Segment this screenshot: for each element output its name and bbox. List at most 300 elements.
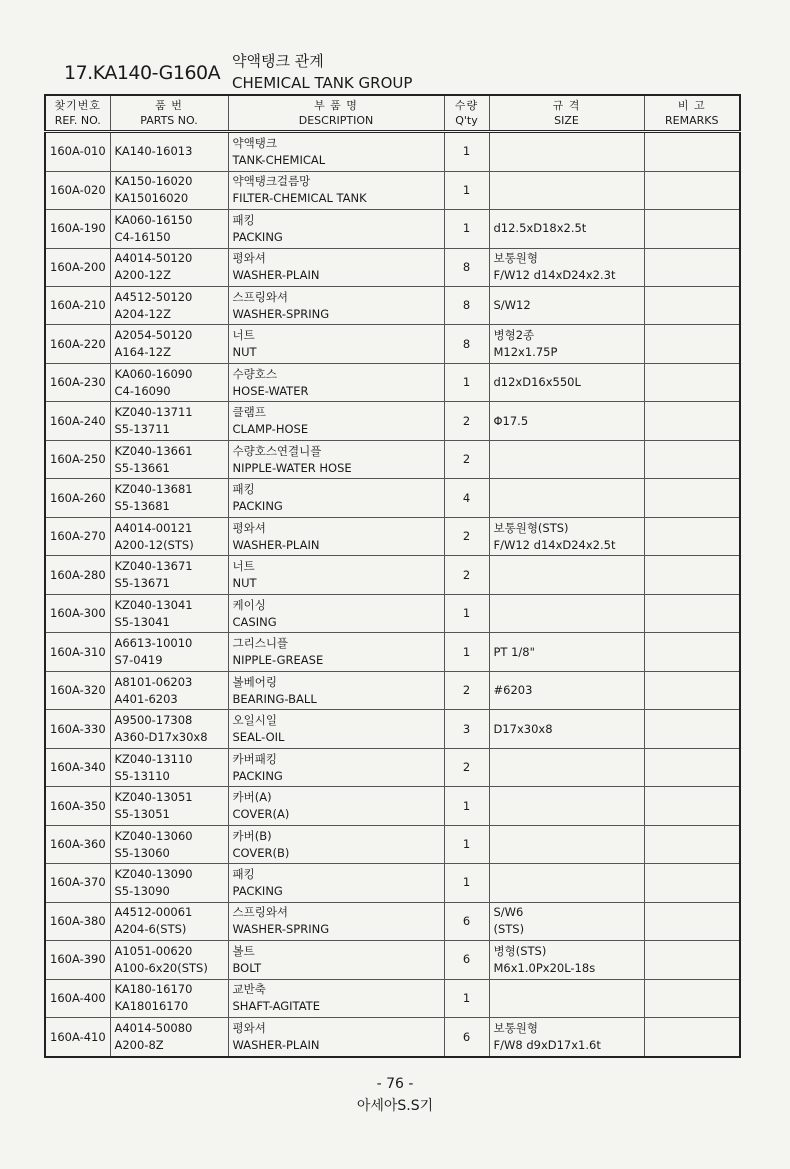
parts-no-line: KZ040-13110 xyxy=(114,751,193,766)
description-ko: 스프링와셔 xyxy=(232,905,289,920)
size-cell xyxy=(489,171,644,209)
column-header-en: DESCRIPTION xyxy=(298,114,374,127)
description-cell xyxy=(228,132,444,172)
table-row xyxy=(45,440,740,478)
table-row xyxy=(45,671,740,709)
qty-cell: 2 xyxy=(444,556,489,594)
description-en: PACKING xyxy=(232,883,283,898)
parts-no-line: KA150-16020 xyxy=(114,174,193,189)
page-number: - 76 - xyxy=(376,1076,414,1092)
table-row xyxy=(45,902,740,940)
column-header xyxy=(45,95,110,132)
parts-no-line: A4014-00121 xyxy=(114,520,193,535)
column-header-ko: 품 번 xyxy=(155,99,183,112)
ref-no-cell: 160A-220 xyxy=(45,325,110,363)
parts-no-line: A204-12Z xyxy=(114,306,171,321)
parts-no-line: S5-13671 xyxy=(114,576,170,591)
remarks-cell xyxy=(644,1018,740,1057)
description-en: WASHER-PLAIN xyxy=(232,1038,320,1053)
parts-no-cell xyxy=(110,517,228,555)
ref-no-cell: 160A-300 xyxy=(45,594,110,632)
size-cell xyxy=(489,248,644,286)
description-cell xyxy=(228,248,444,286)
parts-no-cell xyxy=(110,787,228,825)
size-line: PT 1/8" xyxy=(493,644,535,659)
remarks-cell xyxy=(644,325,740,363)
column-header-en: REF. NO. xyxy=(54,114,101,127)
description-cell xyxy=(228,825,444,863)
qty-cell: 8 xyxy=(444,248,489,286)
ref-no-cell: 160A-390 xyxy=(45,941,110,979)
parts-no-line: S5-13041 xyxy=(114,614,170,629)
description-ko: 평와셔 xyxy=(232,251,266,266)
size-cell xyxy=(489,633,644,671)
description-en: CASING xyxy=(232,614,277,629)
description-en: WASHER-SPRING xyxy=(232,306,330,321)
table-row xyxy=(45,941,740,979)
remarks-cell xyxy=(644,132,740,172)
parts-no-cell xyxy=(110,171,228,209)
remarks-cell xyxy=(644,594,740,632)
parts-no-cell xyxy=(110,941,228,979)
size-cell xyxy=(489,710,644,748)
remarks-cell xyxy=(644,710,740,748)
description-cell xyxy=(228,902,444,940)
description-en: NIPPLE-GREASE xyxy=(232,653,324,668)
ref-no-cell: 160A-260 xyxy=(45,479,110,517)
size-line: S/W6 xyxy=(493,905,524,920)
size-cell xyxy=(489,864,644,902)
description-en: FILTER-CHEMICAL TANK xyxy=(232,191,367,206)
parts-no-cell xyxy=(110,979,228,1017)
description-ko: 스프링와셔 xyxy=(232,289,289,304)
section-number: 17.KA140-G160A xyxy=(64,62,221,84)
column-header-en: Q'ty xyxy=(455,114,478,127)
parts-no-line: C4-16090 xyxy=(114,383,171,398)
size-cell xyxy=(489,825,644,863)
size-cell xyxy=(489,941,644,979)
description-cell xyxy=(228,633,444,671)
ref-no-cell: 160A-230 xyxy=(45,363,110,401)
table-row xyxy=(45,864,740,902)
parts-no-line: S5-13681 xyxy=(114,499,170,514)
remarks-cell xyxy=(644,671,740,709)
parts-no-line: S7-0419 xyxy=(114,653,163,668)
parts-no-line: A9500-17308 xyxy=(114,713,193,728)
size-cell xyxy=(489,594,644,632)
parts-no-line: S5-13051 xyxy=(114,807,170,822)
qty-cell: 2 xyxy=(444,748,489,786)
qty-cell: 1 xyxy=(444,979,489,1017)
parts-no-line: S5-13711 xyxy=(114,422,170,437)
qty-cell: 1 xyxy=(444,864,489,902)
parts-no-cell xyxy=(110,902,228,940)
parts-no-line: KA15016020 xyxy=(114,191,189,206)
size-cell xyxy=(489,210,644,248)
description-cell xyxy=(228,171,444,209)
description-ko: 오일시일 xyxy=(232,713,277,728)
qty-cell: 8 xyxy=(444,286,489,324)
size-line: (STS) xyxy=(493,922,525,937)
ref-no-cell: 160A-310 xyxy=(45,633,110,671)
parts-no-line: A2054-50120 xyxy=(114,328,193,343)
table-row xyxy=(45,325,740,363)
column-header xyxy=(228,95,444,132)
company-name: 아세아S.S기 xyxy=(356,1098,434,1114)
parts-no-cell xyxy=(110,286,228,324)
title-english: CHEMICAL TANK GROUP xyxy=(232,74,413,92)
size-cell xyxy=(489,440,644,478)
parts-no-line: A401-6203 xyxy=(114,691,178,706)
qty-cell: 3 xyxy=(444,710,489,748)
table-header xyxy=(45,95,740,132)
table-body xyxy=(45,132,740,1058)
table-row xyxy=(45,1018,740,1057)
qty-cell: 2 xyxy=(444,402,489,440)
description-ko: 약액탱크걸름망 xyxy=(232,174,311,189)
size-line: D17x30x8 xyxy=(493,721,553,736)
table-row xyxy=(45,210,740,248)
description-ko: 수량호스연결니플 xyxy=(232,443,322,458)
remarks-cell xyxy=(644,248,740,286)
parts-no-line: KZ040-13671 xyxy=(114,559,193,574)
description-cell xyxy=(228,210,444,248)
column-header xyxy=(444,95,489,132)
parts-no-cell xyxy=(110,1018,228,1057)
parts-no-line: A200-12Z xyxy=(114,268,171,283)
remarks-cell xyxy=(644,363,740,401)
ref-no-cell: 160A-340 xyxy=(45,748,110,786)
size-cell xyxy=(489,556,644,594)
description-en: SHAFT-AGITATE xyxy=(232,999,320,1014)
table-row xyxy=(45,633,740,671)
size-line: d12xD16x550L xyxy=(493,375,581,390)
column-header-ko: 규 격 xyxy=(552,99,581,112)
parts-no-line: A1051-00620 xyxy=(114,943,193,958)
parts-no-cell xyxy=(110,210,228,248)
qty-cell: 6 xyxy=(444,902,489,940)
size-cell xyxy=(489,1018,644,1057)
ref-no-cell: 160A-320 xyxy=(45,671,110,709)
remarks-cell xyxy=(644,825,740,863)
description-cell xyxy=(228,710,444,748)
qty-cell: 1 xyxy=(444,363,489,401)
parts-no-line: A4512-00061 xyxy=(114,905,193,920)
parts-no-line: KA060-16150 xyxy=(114,212,193,227)
parts-no-cell xyxy=(110,556,228,594)
size-cell xyxy=(489,787,644,825)
qty-cell: 6 xyxy=(444,1018,489,1057)
parts-no-line: A360-D17x30x8 xyxy=(114,730,208,745)
column-header xyxy=(644,95,740,132)
description-ko: 패킹 xyxy=(232,866,255,881)
remarks-cell xyxy=(644,402,740,440)
qty-cell: 2 xyxy=(444,440,489,478)
size-line: M6x1.0Px20L-18s xyxy=(493,960,596,975)
ref-no-cell: 160A-190 xyxy=(45,210,110,248)
description-ko: 약액탱크 xyxy=(232,135,277,150)
parts-no-line: KZ040-13681 xyxy=(114,482,193,497)
column-header-ko: 부 품 명 xyxy=(314,99,358,112)
parts-no-line: S5-13060 xyxy=(114,845,170,860)
description-ko: 볼트 xyxy=(232,943,255,958)
parts-no-line: A6613-10010 xyxy=(114,636,193,651)
size-line: 병형2종 xyxy=(493,328,535,343)
column-header-en: PARTS NO. xyxy=(140,114,198,127)
parts-no-line: A8101-06203 xyxy=(114,674,193,689)
qty-cell: 1 xyxy=(444,594,489,632)
parts-no-line: A4512-50120 xyxy=(114,289,193,304)
page-header xyxy=(60,50,760,94)
header-row xyxy=(45,95,740,132)
size-line: 병형(STS) xyxy=(493,943,547,958)
description-cell xyxy=(228,1018,444,1057)
parts-no-line: A4014-50120 xyxy=(114,251,193,266)
parts-no-line: KZ040-13041 xyxy=(114,597,193,612)
parts-no-line: KZ040-13711 xyxy=(114,405,193,420)
size-cell xyxy=(489,748,644,786)
size-cell xyxy=(489,402,644,440)
parts-no-line: KA140-16013 xyxy=(114,144,193,159)
parts-no-cell xyxy=(110,825,228,863)
qty-cell: 1 xyxy=(444,825,489,863)
remarks-cell xyxy=(644,440,740,478)
description-cell xyxy=(228,787,444,825)
remarks-cell xyxy=(644,479,740,517)
ref-no-cell: 160A-380 xyxy=(45,902,110,940)
parts-no-cell xyxy=(110,325,228,363)
size-line: M12x1.75P xyxy=(493,345,558,360)
description-ko: 카버(A) xyxy=(232,790,272,805)
remarks-cell xyxy=(644,210,740,248)
description-cell xyxy=(228,363,444,401)
description-cell xyxy=(228,440,444,478)
table-row xyxy=(45,787,740,825)
column-header-ko: 비 고 xyxy=(677,99,706,112)
parts-no-line: A100-6x20(STS) xyxy=(114,960,208,975)
ref-no-cell: 160A-330 xyxy=(45,710,110,748)
description-cell xyxy=(228,286,444,324)
ref-no-cell: 160A-270 xyxy=(45,517,110,555)
description-en: NUT xyxy=(232,345,257,360)
size-cell xyxy=(489,517,644,555)
table-row xyxy=(45,979,740,1017)
size-cell xyxy=(489,902,644,940)
table-row xyxy=(45,248,740,286)
description-ko: 너트 xyxy=(232,328,255,343)
description-cell xyxy=(228,479,444,517)
description-ko: 패킹 xyxy=(232,212,255,227)
ref-no-cell: 160A-350 xyxy=(45,787,110,825)
parts-no-line: KZ040-13661 xyxy=(114,443,193,458)
ref-no-cell: 160A-400 xyxy=(45,979,110,1017)
description-cell xyxy=(228,517,444,555)
description-ko: 평와셔 xyxy=(232,520,266,535)
description-ko: 그리스니플 xyxy=(232,636,289,651)
parts-no-cell xyxy=(110,479,228,517)
parts-no-line: S5-13110 xyxy=(114,768,170,783)
ref-no-cell: 160A-200 xyxy=(45,248,110,286)
size-cell xyxy=(489,479,644,517)
description-en: WASHER-PLAIN xyxy=(232,537,320,552)
description-cell xyxy=(228,864,444,902)
parts-no-line: S5-13661 xyxy=(114,460,170,475)
parts-no-cell xyxy=(110,748,228,786)
ref-no-cell: 160A-020 xyxy=(45,171,110,209)
ref-no-cell: 160A-370 xyxy=(45,864,110,902)
column-header-en: SIZE xyxy=(554,114,579,127)
remarks-cell xyxy=(644,171,740,209)
description-cell xyxy=(228,325,444,363)
description-en: PACKING xyxy=(232,499,283,514)
description-cell xyxy=(228,941,444,979)
table-row xyxy=(45,710,740,748)
table-row xyxy=(45,594,740,632)
description-en: PACKING xyxy=(232,768,283,783)
ref-no-cell: 160A-250 xyxy=(45,440,110,478)
parts-no-cell xyxy=(110,248,228,286)
size-cell xyxy=(489,286,644,324)
table-row xyxy=(45,479,740,517)
description-cell xyxy=(228,748,444,786)
description-en: BEARING-BALL xyxy=(232,691,317,706)
qty-cell: 1 xyxy=(444,132,489,172)
size-cell xyxy=(489,979,644,1017)
size-line: S/W12 xyxy=(493,298,531,313)
qty-cell: 1 xyxy=(444,787,489,825)
table-row xyxy=(45,132,740,172)
remarks-cell xyxy=(644,979,740,1017)
parts-no-cell xyxy=(110,671,228,709)
parts-no-line: KA180-16170 xyxy=(114,982,193,997)
description-ko: 카버패킹 xyxy=(232,751,277,766)
qty-cell: 2 xyxy=(444,517,489,555)
remarks-cell xyxy=(644,633,740,671)
description-en: NUT xyxy=(232,576,257,591)
parts-no-line: KZ040-13060 xyxy=(114,828,193,843)
description-ko: 교반축 xyxy=(232,982,266,997)
parts-no-line: A164-12Z xyxy=(114,345,171,360)
description-ko: 볼베어링 xyxy=(232,674,277,689)
size-cell xyxy=(489,325,644,363)
parts-no-line: KA060-16090 xyxy=(114,366,193,381)
description-ko: 클램프 xyxy=(232,405,266,420)
description-ko: 평와셔 xyxy=(232,1021,266,1036)
qty-cell: 2 xyxy=(444,671,489,709)
title-korean: 약액탱크 관계 xyxy=(232,52,324,70)
description-ko: 카버(B) xyxy=(232,828,272,843)
remarks-cell xyxy=(644,941,740,979)
qty-cell: 1 xyxy=(444,633,489,671)
description-en: CLAMP-HOSE xyxy=(232,422,309,437)
parts-no-cell xyxy=(110,864,228,902)
remarks-cell xyxy=(644,286,740,324)
parts-no-cell xyxy=(110,132,228,172)
description-cell xyxy=(228,979,444,1017)
remarks-cell xyxy=(644,748,740,786)
description-en: BOLT xyxy=(232,960,262,975)
size-cell xyxy=(489,671,644,709)
parts-no-cell xyxy=(110,594,228,632)
table-row xyxy=(45,286,740,324)
parts-no-cell xyxy=(110,363,228,401)
parts-no-line: S5-13090 xyxy=(114,883,170,898)
parts-no-line: C4-16150 xyxy=(114,229,171,244)
size-line: F/W12 d14xD24x2.5t xyxy=(493,537,616,552)
table-row xyxy=(45,748,740,786)
parts-no-line: A200-8Z xyxy=(114,1038,164,1053)
size-line: F/W12 d14xD24x2.3t xyxy=(493,268,616,283)
description-en: WASHER-SPRING xyxy=(232,922,330,937)
table-row xyxy=(45,363,740,401)
ref-no-cell: 160A-360 xyxy=(45,825,110,863)
parts-no-cell xyxy=(110,633,228,671)
remarks-cell xyxy=(644,556,740,594)
table-row xyxy=(45,171,740,209)
description-en: WASHER-PLAIN xyxy=(232,268,320,283)
parts-no-line: KZ040-13051 xyxy=(114,790,193,805)
size-line: 보통원형(STS) xyxy=(493,520,569,535)
description-en: NIPPLE-WATER HOSE xyxy=(232,460,352,475)
column-header xyxy=(489,95,644,132)
column-header-ko: 수량 xyxy=(454,99,479,112)
parts-no-cell xyxy=(110,440,228,478)
description-en: HOSE-WATER xyxy=(232,383,309,398)
description-ko: 패킹 xyxy=(232,482,255,497)
column-header-ko: 찾기번호 xyxy=(54,99,101,112)
remarks-cell xyxy=(644,864,740,902)
qty-cell: 6 xyxy=(444,941,489,979)
parts-no-line: KZ040-13090 xyxy=(114,866,193,881)
description-en: SEAL-OIL xyxy=(232,730,285,745)
parts-no-line: A200-12(STS) xyxy=(114,537,194,552)
table-row xyxy=(45,556,740,594)
qty-cell: 1 xyxy=(444,171,489,209)
description-ko: 수량호스 xyxy=(232,366,277,381)
remarks-cell xyxy=(644,902,740,940)
remarks-cell xyxy=(644,787,740,825)
qty-cell: 1 xyxy=(444,210,489,248)
size-line: 보통원형 xyxy=(493,251,538,266)
description-en: COVER(A) xyxy=(232,807,290,822)
ref-no-cell: 160A-410 xyxy=(45,1018,110,1057)
size-line: 보통원형 xyxy=(493,1021,538,1036)
description-ko: 케이싱 xyxy=(232,597,266,612)
parts-no-line: A204-6(STS) xyxy=(114,922,187,937)
parts-no-cell xyxy=(110,402,228,440)
ref-no-cell: 160A-210 xyxy=(45,286,110,324)
parts-no-cell xyxy=(110,710,228,748)
description-en: COVER(B) xyxy=(232,845,290,860)
size-line: Φ17.5 xyxy=(493,413,529,428)
column-header-en: REMARKS xyxy=(665,114,719,127)
description-cell xyxy=(228,671,444,709)
table-row xyxy=(45,402,740,440)
size-line: d12.5xD18x2.5t xyxy=(493,221,587,236)
size-line: F/W8 d9xD17x1.6t xyxy=(493,1038,601,1053)
parts-no-line: KA18016170 xyxy=(114,999,189,1014)
column-header xyxy=(110,95,228,132)
description-cell xyxy=(228,556,444,594)
parts-table xyxy=(44,94,741,1058)
table-row xyxy=(45,517,740,555)
ref-no-cell: 160A-280 xyxy=(45,556,110,594)
description-cell xyxy=(228,402,444,440)
qty-cell: 8 xyxy=(444,325,489,363)
size-line: #6203 xyxy=(493,683,533,698)
ref-no-cell: 160A-240 xyxy=(45,402,110,440)
description-en: PACKING xyxy=(232,229,283,244)
